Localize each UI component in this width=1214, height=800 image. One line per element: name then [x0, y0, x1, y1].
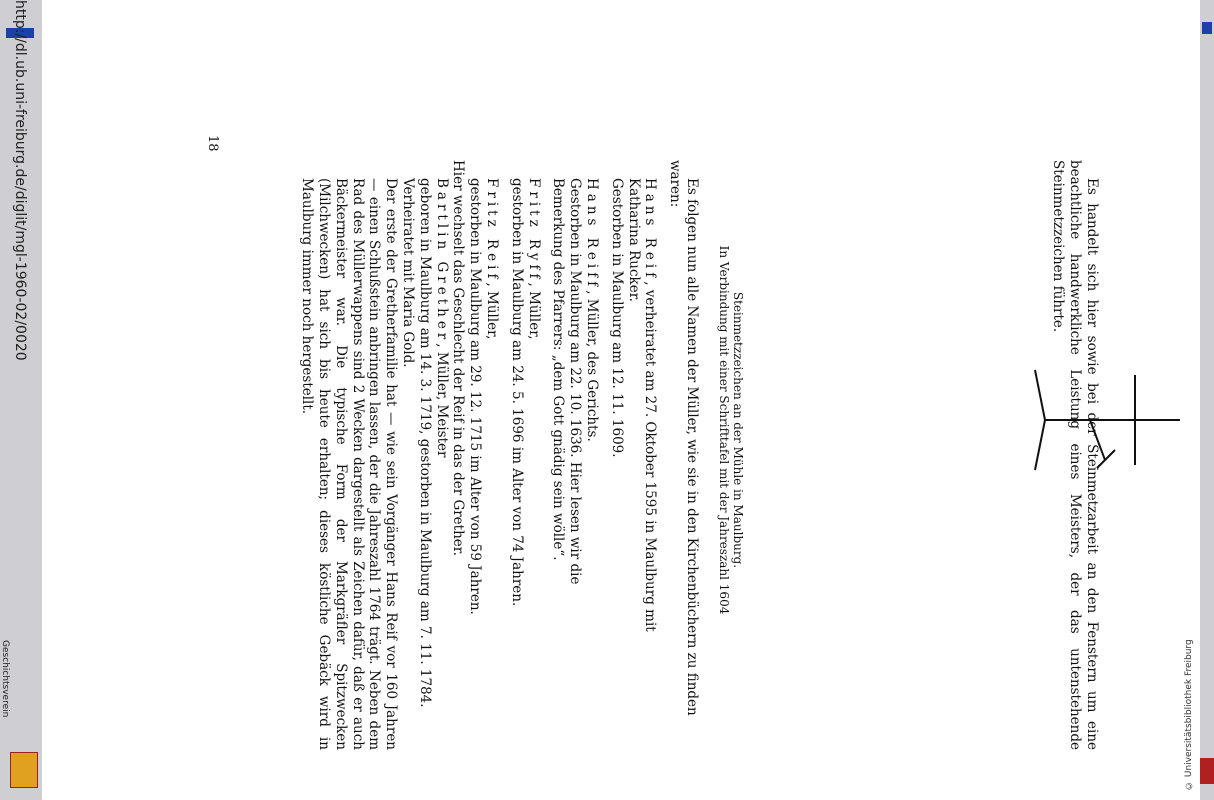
entry-detail: Gestorben in Maulburg am 12. 11. 1609. — [608, 178, 625, 458]
entry-detail: gestorben in Maulburg am 24. 5. 1696 im Alter von 74 Jahren. — [508, 178, 525, 607]
flag-icon — [1202, 22, 1212, 34]
entry-text: , Müller, — [484, 282, 501, 340]
side-label: Geschichtsverein — [0, 640, 10, 718]
document-page — [200, 135, 1100, 760]
list-item — [399, 160, 449, 750]
transition-text: Hier wechselt das Geschlecht der Reif in das der Grether. — [450, 160, 467, 557]
entry-name: Fritz Reif — [484, 178, 501, 283]
closing-paragraph: Der erste der Gretherfamilie hat — wie sein Vorgänger Hans Reif vor 160 Jahren — einen Schlußstein anbringen lassen, der die Jahreszahl 1764 trägt. Neben dem Rad des Müllerwappens sind 2 Wecken dargestellt als Zeichen dafür, daß er auch Bäckermeister war. Die typische Form der Markgräfler Spitzwecken (Milchwecken) hat sich bis heute erhalten; dieses köstliche Gebäck wird in Maulburg immer noch hergestellt. — [299, 178, 400, 750]
list-item — [550, 160, 600, 750]
page-number: 18 — [205, 135, 220, 152]
entry-name: Hans Reiff — [584, 178, 601, 291]
intro-paragraph: Es handelt sich hier sowie bei der Steinmetzarbeit an den Fenstern um eine beachtliche handwerkliche Leistung eines Meisters, der das untenstehende Steinmetzzeichen führte. — [1050, 160, 1100, 750]
entry-detail: geboren in Maulburg am 14. 3. 1719, gestorben in Maulburg am 7. 11. 1784. Verheiratet mit Maria Gold. — [400, 178, 433, 708]
entry-text: , Müller, — [525, 282, 542, 340]
copyright-text: © Universitätsbibliothek Freiburg — [1184, 639, 1194, 790]
source-url[interactable]: http://dl.ub.uni-freiburg.de/diglit/mgl-1960-02/0020 — [12, 0, 28, 361]
entry-text: , Müller, des Gerichts. — [584, 290, 601, 442]
caption-line: In Verbindung mit einer Schrifttafel mit der Jahreszahl 1604 — [717, 245, 731, 615]
figure-caption — [717, 180, 745, 680]
entry-detail: Katharina Rucker. — [625, 178, 642, 302]
miller-list — [298, 160, 700, 750]
entry-name: Fritz Ryff — [525, 178, 542, 283]
list-item — [466, 160, 500, 750]
stonemason-mark-image — [1025, 350, 1185, 490]
list-intro: Es folgen nun alle Namen der Müller, wie sie in den Kirchenbüchern zu finden waren: — [667, 160, 700, 716]
list-item — [508, 160, 542, 750]
entry-text: , verheiratet am 27. Oktober 1595 in Maulburg mit — [642, 281, 659, 632]
coat-of-arms-icon — [10, 752, 38, 788]
entry-detail: Bemerkung des Pfarrers: „dem Gott gnädig sein wölle“. — [550, 178, 567, 561]
entry-name: Bartlin Grether — [433, 178, 450, 344]
list-item — [608, 160, 658, 750]
entry-text: , Müller, Meister — [433, 343, 450, 458]
viewer-right-strip — [1200, 0, 1214, 800]
coat-of-arms-icon — [1200, 758, 1214, 784]
entry-detail: Gestorben in Maulburg am 22. 10. 1636. Hier lesen wir die — [567, 178, 584, 585]
entry-name: Hans Reif — [642, 178, 659, 282]
caption-line: Steinmetzzeichen an der Mühle in Maulburg. — [731, 291, 745, 569]
entry-detail: gestorben in Maulburg am 29. 12. 1715 im Alter von 59 Jahren. — [467, 178, 484, 615]
